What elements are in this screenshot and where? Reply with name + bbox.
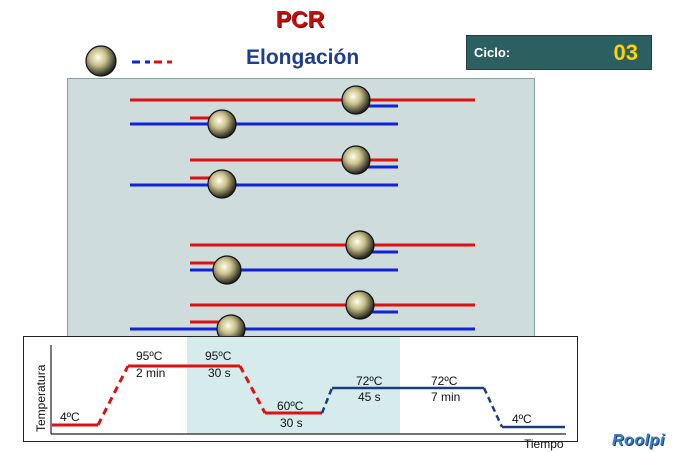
step-time-2: 2 min	[136, 366, 166, 380]
step-temp-1: 4ºC	[60, 410, 80, 424]
step-time-5: 45 s	[358, 390, 381, 404]
step-temp-2: 95ºC	[136, 349, 163, 363]
page-title: PCR	[275, 6, 325, 32]
step-temp-7: 4ºC	[512, 412, 532, 426]
cycle-label: Ciclo:	[474, 45, 511, 60]
step-time-6: 7 min	[431, 390, 461, 404]
step-temp-3: 95ºC	[205, 349, 232, 363]
step-time-4: 30 s	[280, 416, 303, 430]
y-axis-label: Temperatura	[34, 364, 48, 432]
step-temp-6: 72ºC	[431, 374, 458, 388]
x-axis-label: Tiempo	[524, 437, 564, 451]
roolpi-logo: Roolpi	[612, 432, 665, 449]
step-temp-5: 72ºC	[356, 374, 383, 388]
step-time-3: 30 s	[208, 366, 231, 380]
step-temp-4: 60ºC	[277, 399, 304, 413]
cycle-value: 03	[613, 40, 638, 65]
legend-label: Elongación	[246, 46, 360, 69]
